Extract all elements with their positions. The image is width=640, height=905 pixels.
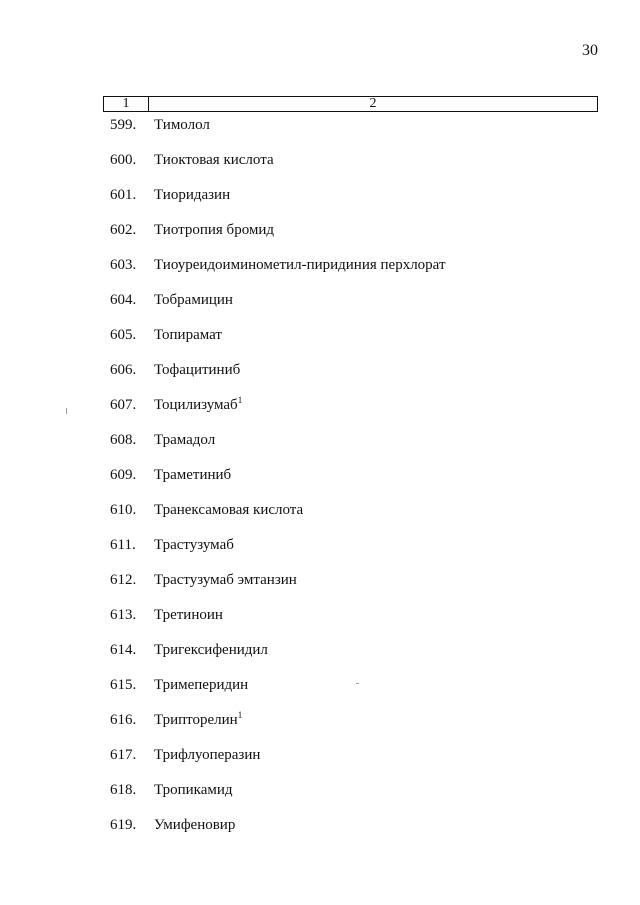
entry-name-cell <box>154 781 233 816</box>
entry-name-cell <box>154 641 268 676</box>
entry-number: 606. <box>110 362 137 378</box>
list-item <box>110 466 600 501</box>
entry-name: Тобрамицин <box>154 292 233 308</box>
entry-name-cell <box>154 256 446 291</box>
entry-name-cell <box>154 711 242 746</box>
entry-number: 599. <box>110 117 137 133</box>
header-column-1: 1 <box>104 97 149 111</box>
entry-name-cell <box>154 746 260 781</box>
entry-number: 616. <box>110 712 137 728</box>
list-item <box>110 571 600 606</box>
entry-name-cell <box>154 221 274 256</box>
entry-number: 618. <box>110 782 137 798</box>
entry-name-cell <box>154 816 235 851</box>
entry-name: Умифеновир <box>154 817 236 833</box>
entry-name-cell <box>154 676 248 711</box>
page-number: 30 <box>582 42 598 59</box>
entry-name: Тримеперидин <box>154 677 249 693</box>
entry-name: Тофацитиниб <box>154 362 241 378</box>
list-item <box>110 501 600 536</box>
entry-name: Транексамовая кислота <box>154 502 304 518</box>
entry-name: Тиоктовая кислота <box>154 152 274 168</box>
list-item <box>110 291 600 326</box>
entry-name: Тимолол <box>154 117 210 133</box>
table-header <box>103 96 598 112</box>
footnote-marker: 1 <box>237 395 243 405</box>
entry-number: 615. <box>110 677 137 693</box>
entry-name: Трипторелин <box>154 712 238 728</box>
list-item <box>110 711 600 746</box>
entry-name-cell <box>154 396 242 431</box>
entry-name-cell <box>154 466 231 501</box>
entry-name-cell <box>154 326 222 361</box>
list-item <box>110 326 600 361</box>
footnote-marker: 1 <box>237 710 243 720</box>
entry-name-cell <box>154 361 240 396</box>
scan-artifact-left <box>66 408 67 414</box>
entry-number: 604. <box>110 292 137 308</box>
list-item <box>110 641 600 676</box>
entry-name-cell <box>154 571 297 606</box>
drug-list <box>110 116 600 851</box>
entry-name: Тригексифенидил <box>154 642 268 658</box>
entry-name: Трамадол <box>154 432 216 448</box>
entry-number: 617. <box>110 747 137 763</box>
entry-number: 609. <box>110 467 137 483</box>
list-item <box>110 676 600 711</box>
list-item <box>110 186 600 221</box>
entry-name: Тропикамид <box>154 782 233 798</box>
entry-number: 605. <box>110 327 137 343</box>
entry-number: 614. <box>110 642 137 658</box>
entry-name: Траметиниб <box>154 467 232 483</box>
list-item <box>110 746 600 781</box>
scan-artifact-right <box>356 683 359 684</box>
entry-name: Тиотропия бромид <box>154 222 275 238</box>
entry-name-cell <box>154 151 274 186</box>
entry-number: 600. <box>110 152 137 168</box>
header-column-2: 2 <box>369 96 377 111</box>
entry-name-cell <box>154 431 215 466</box>
entry-number: 611. <box>110 537 136 553</box>
entry-name-cell <box>154 536 234 571</box>
list-item <box>110 221 600 256</box>
entry-name-cell <box>154 606 223 641</box>
entry-number: 608. <box>110 432 137 448</box>
entry-name: Тоцилизумаб <box>154 397 238 413</box>
entry-name-cell <box>154 291 233 326</box>
list-item <box>110 396 600 431</box>
entry-name: Тиоридазин <box>154 187 231 203</box>
entry-number: 610. <box>110 502 137 518</box>
entry-name: Трастузумаб <box>154 537 234 553</box>
entry-number: 612. <box>110 572 137 588</box>
entry-number: 601. <box>110 187 137 203</box>
entry-name: Трастузумаб эмтанзин <box>154 572 297 588</box>
entry-number: 602. <box>110 222 137 238</box>
entry-number: 607. <box>110 397 137 413</box>
entry-name-cell <box>154 186 230 221</box>
list-item <box>110 116 600 151</box>
entry-number: 613. <box>110 607 137 623</box>
list-item <box>110 431 600 466</box>
entry-name: Трифлуоперазин <box>154 747 261 763</box>
list-item <box>110 536 600 571</box>
entry-name-cell <box>154 116 210 151</box>
list-item <box>110 361 600 396</box>
list-item <box>110 606 600 641</box>
list-item <box>110 816 600 851</box>
list-item <box>110 151 600 186</box>
entry-name: Третиноин <box>154 607 223 623</box>
list-item <box>110 256 600 291</box>
entry-number: 619. <box>110 817 137 833</box>
entry-number: 603. <box>110 257 137 273</box>
list-item <box>110 781 600 816</box>
entry-name: Тиоуреидоиминометил-пиридиния перхлорат <box>154 257 446 273</box>
entry-name-cell <box>154 501 303 536</box>
entry-name: Топирамат <box>154 327 222 343</box>
